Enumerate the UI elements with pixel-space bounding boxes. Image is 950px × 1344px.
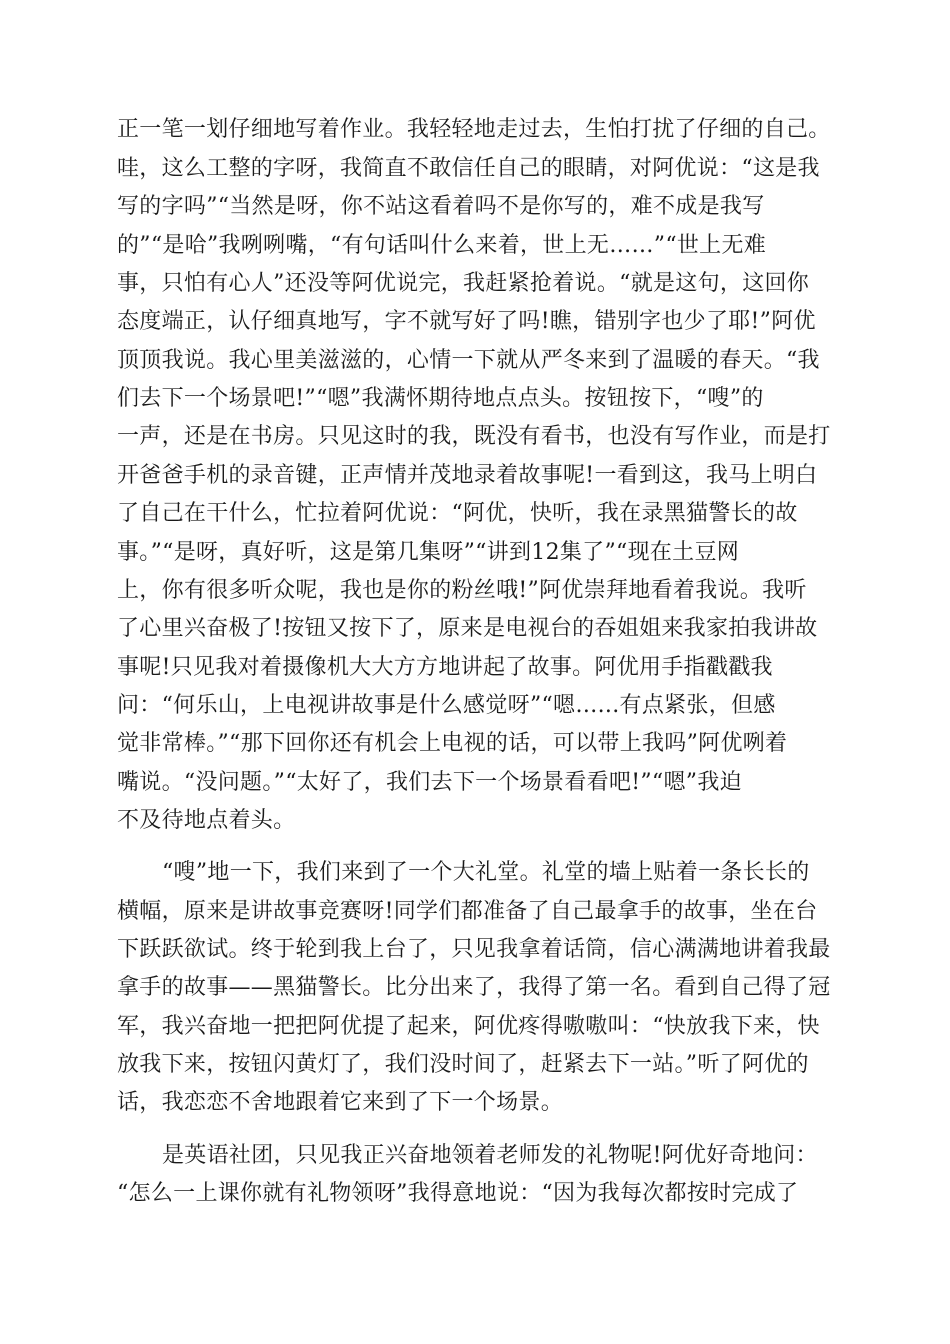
text-line: “嗖”地一下，我们来到了一个大礼堂。礼堂的墙上贴着一条长长的 [162, 860, 810, 885]
text-line: 放我下来，按钮闪黄灯了，我们没时间了，赶紧去下一站。”听了阿优的 [117, 1052, 809, 1077]
text-line: 们去下一个场景吧!”“嗯”我满怀期待地点点头。按钮按下，“嗖”的 [117, 386, 764, 411]
text-line: 开爸爸手机的录音键，正声情并茂地录着故事呢!一看到这，我马上明白 [117, 463, 818, 488]
text-line: 的”“是哈”我咧咧嘴，“有句话叫什么来着，世上无……”“世上无难 [117, 233, 767, 258]
text-line: 态度端正，认仔细真地写，字不就写好了吗!瞧，错别字也少了耶!”阿优 [117, 309, 816, 334]
text-line: 事。”“是呀，真好听，这是第几集呀”“讲到12集了”“现在土豆网 [117, 540, 740, 565]
text-line: 正一笔一划仔细地写着作业。我轻轻地走过去，生怕打扰了仔细的自己。 [117, 117, 831, 142]
text-line: 事，只怕有心人”还没等阿优说完，我赶紧抢着说。“就是这句，这回你 [117, 271, 810, 296]
text-line: 上，你有很多听众呢，我也是你的粉丝哦!”阿优崇拜地看着我说。我听 [117, 578, 807, 603]
text-line: 不及待地点着头。 [117, 808, 296, 833]
text-line: 顶顶我说。我心里美滋滋的，心情一下就从严冬来到了温暖的春天。“我 [117, 348, 820, 373]
text-line: 了心里兴奋极了!按钮又按下了，原来是电视台的吞姐姐来我家拍我讲故 [117, 616, 818, 641]
text-line: 了自己在干什么，忙拉着阿优说：“阿优，快听，我在录黑猫警长的故 [117, 501, 798, 526]
text-line: “怎么一上课你就有礼物领呀”我得意地说：“因为我每次都按时完成了 [117, 1181, 799, 1206]
text-line: 哇，这么工整的字呀，我简直不敢信任自己的眼睛，对阿优说：“这是我 [117, 156, 820, 181]
text-line: 问：“何乐山，上电视讲故事是什么感觉呀”“嗯…...有点紧张，但感 [117, 693, 776, 718]
text-line: 下跃跃欲试。终于轮到我上台了，只见我拿着话筒，信心满满地讲着我最 [117, 937, 831, 962]
text-line: 是英语社团，只见我正兴奋地领着老师发的礼物呢!阿优好奇地问： [162, 1143, 818, 1168]
text-line: 嘴说。“没问题。”“太好了，我们去下一个场景看看吧!”“嗯”我迫 [117, 770, 742, 795]
text-line: 事呢!只见我对着摄像机大大方方地讲起了故事。阿优用手指戳戳我 [117, 655, 773, 680]
text-line: 横幅，原来是讲故事竞赛呀!同学们都准备了自己最拿手的故事，坐在台 [117, 899, 818, 924]
text-line: 觉非常棒。”“那下回你还有机会上电视的话，可以带上我吗”阿优咧着 [117, 731, 788, 756]
text-line: 话，我恋恋不舍地跟着它来到了下一个场景。 [117, 1090, 564, 1115]
text-line: 写的字吗”“当然是呀，你不站这看着吗不是你写的，难不成是我写 [117, 194, 765, 219]
text-line: 拿手的故事——黑猫警长。比分出来了，我得了第一名。看到自己得了冠 [117, 975, 831, 1000]
text-line: 一声，还是在书房。只见这时的我，既没有看书，也没有写作业，而是打 [117, 424, 831, 449]
text-line: 军，我兴奋地一把把阿优提了起来，阿优疼得嗷嗷叫：“快放我下来，快 [117, 1014, 820, 1039]
